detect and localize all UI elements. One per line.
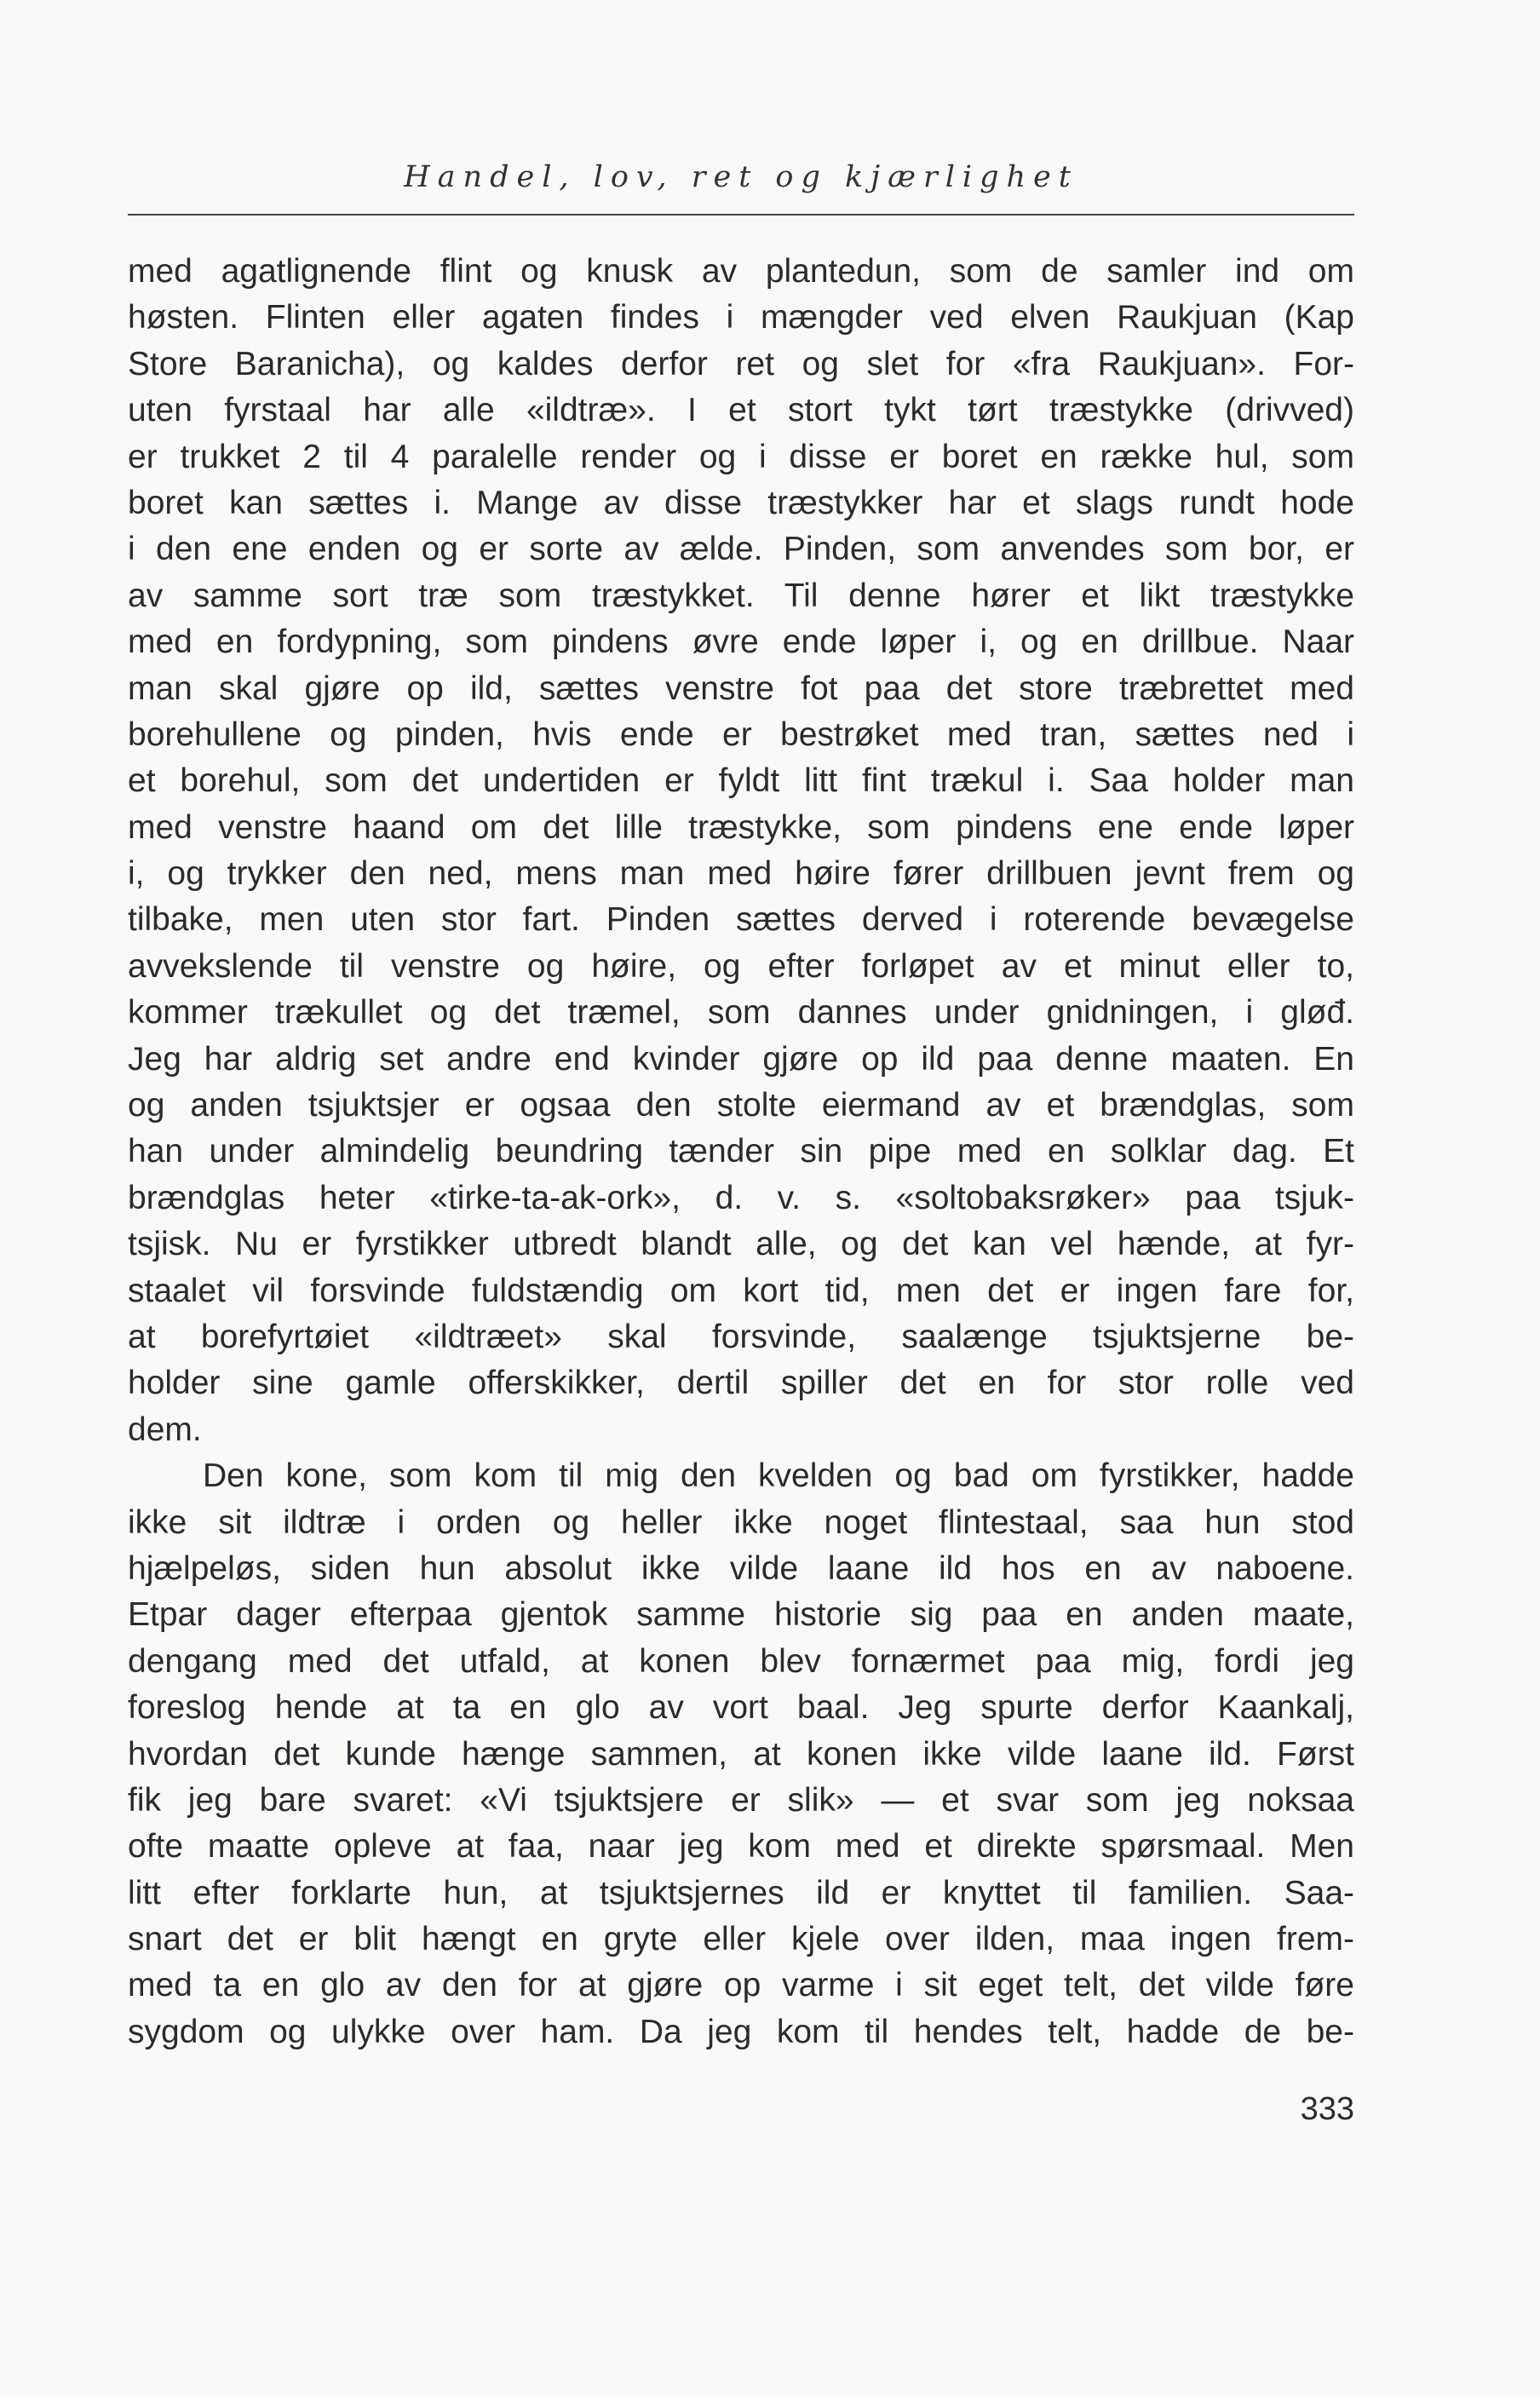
text-line: dengang med det utfald, at konen blev fornærmet paa mig, fordi jeg [128, 1642, 1354, 1680]
text-line: Etpar dager efterpaa gjentok samme historie sig paa en anden maate, [128, 1596, 1354, 1634]
text-line: med en fordypning, som pindens øvre ende løper i, og en drillbue. Naar [128, 624, 1354, 661]
text-line: avvekslende til venstre og høire, og efter forløpet av et minut eller to, [128, 947, 1354, 985]
text-line: snart det er blit hængt en gryte eller kjele over ilden, maa ingen frem- [128, 1921, 1354, 1958]
text-line: og anden tsjuktsjer er ogsaa den stolte eiermand av et brændglas, som [128, 1087, 1354, 1124]
text-line: fik jeg bare svaret: «Vi tsjuktsjere er slik» — et svar som jeg noksaa [128, 1781, 1354, 1819]
running-title: Handel, lov, ret og kjærlighet [404, 160, 1078, 194]
text-line: han under almindelig beundring tænder sin pipe med en solklar dag. Et [128, 1133, 1354, 1170]
text-line: er trukket 2 til 4 paralelle render og i disse er boret en række hul, som [128, 438, 1354, 475]
text-line: Den kone, som kom til mig den kvelden og bad om fyrstikker, hadde [203, 1457, 1354, 1495]
header-rule [128, 214, 1354, 216]
text-line: hvordan det kunde hænge sammen, at konen ikke vilde laane ild. Først [128, 1735, 1354, 1773]
text-line: tilbake, men uten stor fart. Pinden sættes derved i roterende bevægelse [128, 901, 1354, 939]
text-line: dem. [128, 1411, 202, 1448]
text-line: litt efter forklarte hun, at tsjuktsjernes ild er knyttet til familien. Saa- [128, 1874, 1354, 1911]
text-line: Store Baranicha), og kaldes derfor ret og slet for «fra Raukjuan». For- [128, 345, 1354, 382]
text-line: staalet vil forsvinde fuldstændig om kort tid, men det er ingen fare for, [128, 1272, 1354, 1309]
body-text [128, 249, 1354, 2055]
text-line: hjælpeløs, siden hun absolut ikke vilde laane ild hos en av naboene. [128, 1549, 1354, 1587]
text-line: uten fyrstaal har alle «ildtræ». I et stort tykt tørt træstykke (drivved) [128, 392, 1354, 429]
text-line: boret kan sættes i. Mange av disse træstykker har et slags rundt hode [128, 484, 1354, 521]
text-line: man skal gjøre op ild, sættes venstre fot paa det store træbrettet med [128, 670, 1354, 707]
text-line: i, og trykker den ned, mens man med høire fører drillbuen jevnt frem og [128, 855, 1354, 893]
text-line: Jeg har aldrig set andre end kvinder gjøre op ild paa denne maaten. En [128, 1040, 1354, 1078]
text-line: foreslog hende at ta en glo av vort baal. Jeg spurte derfor Kaankalj, [128, 1689, 1354, 1727]
text-line: holder sine gamle offerskikker, dertil spiller det en for stor rolle ved [128, 1365, 1354, 1402]
text-line: kommer trækullet og det træmel, som dannes under gnidningen, i gløđ. [128, 994, 1354, 1032]
text-line: at borefyrtøiet «ildtræet» skal forsvinde, saalænge tsjuktsjerne be- [128, 1318, 1354, 1355]
paragraph-1 [128, 249, 1354, 1453]
text-line: et borehul, som det undertiden er fyldt litt fint trækul i. Saa holder man [128, 762, 1354, 800]
text-line: brændglas heter «tirke-ta-ak-ork», d. v. s. «soltobaksrøker» paa tsjuk- [128, 1179, 1354, 1216]
text-line: med ta en glo av den for at gjøre op varme i sit eget telt, det vilde føre [128, 1967, 1354, 2004]
text-line: høsten. Flinten eller agaten findes i mængder ved elven Raukjuan (Kap [128, 299, 1354, 336]
paragraph-2 [128, 1453, 1354, 2055]
text-line: sygdom og ulykke over ham. Da jeg kom til hendes telt, hadde de be- [128, 2013, 1354, 2050]
text-line: borehullene og pinden, hvis ende er bestrøket med tran, sættes ned i [128, 716, 1354, 753]
text-line: tsjisk. Nu er fyrstikker utbredt blandt alle, og det kan vel hænde, at fyr- [128, 1226, 1354, 1263]
text-line: med venstre haand om det lille træstykke, som pindens ene ende løper [128, 808, 1354, 846]
page-number: 333 [1300, 2091, 1354, 2127]
text-line: med agatlignende flint og knusk av plantedun, som de samler ind om [128, 253, 1354, 290]
text-line: av samme sort træ som træstykket. Til denne hører et likt træstykke [128, 577, 1354, 614]
text-line: ofte maatte opleve at faa, naar jeg kom med et direkte spørsmaal. Men [128, 1828, 1354, 1865]
text-line: ikke sit ildtræ i orden og heller ikke noget flintestaal, saa hun stod [128, 1503, 1354, 1541]
text-line: i den ene enden og er sorte av ælde. Pinden, som anvendes som bor, er [128, 531, 1354, 568]
